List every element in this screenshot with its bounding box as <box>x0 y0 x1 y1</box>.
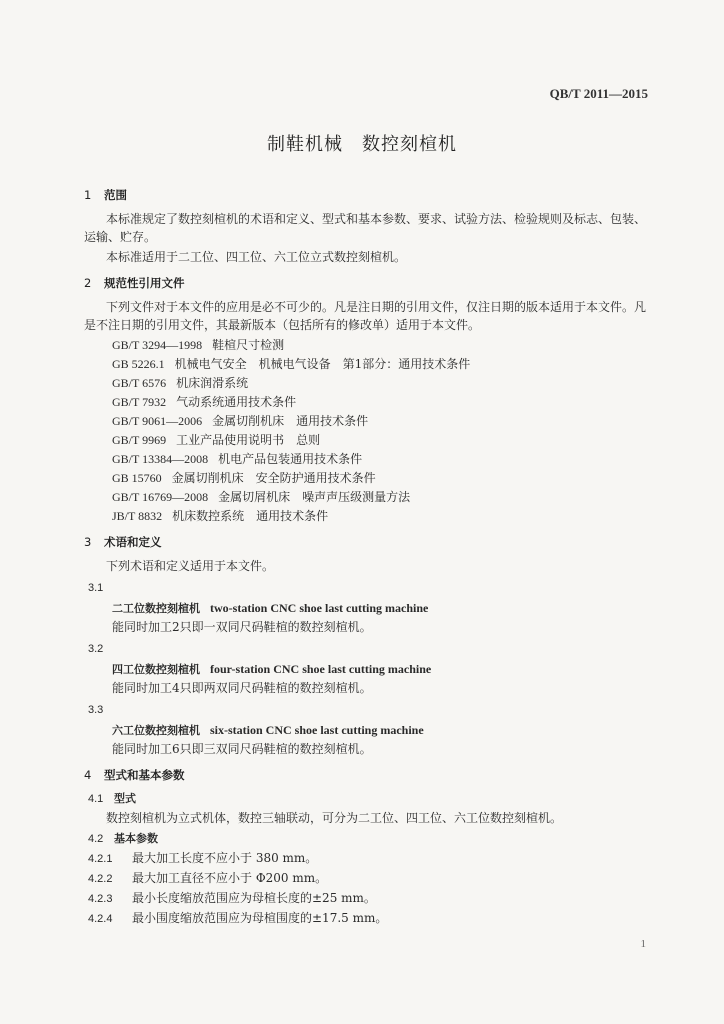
standard-code: QB/T 2011—2015 <box>549 86 648 101</box>
paragraph: 下列文件对于本文件的应用是必不可少的。凡是注日期的引用文件，仅注日期的版本适用于本文件。凡是不注日期的引用文件，其最新版本（包括所有的修改单）适用于本文件。 <box>84 300 647 332</box>
subsection-4-1: 4.1 型式 <box>88 792 136 805</box>
section-heading-2: 2 规范性引用文件 <box>84 276 185 290</box>
term-name: 二工位数控刻楦机 two-station CNC shoe last cutting machine <box>112 601 429 615</box>
reference-item: GB/T 3294—1998 鞋楦尺寸检测 <box>112 338 285 352</box>
reference-item: GB/T 9061—2006 金属切削机床 通用技术条件 <box>112 414 369 428</box>
section-heading-4: 4 型式和基本参数 <box>84 768 185 782</box>
reference-item: GB 5226.1 机械电气安全 机械电气设备 第1部分：通用技术条件 <box>112 357 471 371</box>
paragraph: 下列术语和定义适用于本文件。 <box>106 559 275 573</box>
paragraph: 本标准规定了数控刻楦机的术语和定义、型式和基本参数、要求、试验方法、检验规则及标志、包装、运输、贮存。 <box>84 212 647 244</box>
reference-item: JB/T 8832 机床数控系统 通用技术条件 <box>112 509 329 523</box>
term-name: 六工位数控刻楦机 six-station CNC shoe last cutting machine <box>112 723 424 737</box>
parameter-item: 4.2.2 最大加工直径不应小于 Φ200 mm。 <box>88 871 328 885</box>
parameter-item: 4.2.1 最大加工长度不应小于 380 mm。 <box>88 851 318 865</box>
term-number: 3.2 <box>88 643 104 655</box>
paragraph: 数控刻楦机为立式机体，数控三轴联动，可分为二工位、四工位、六工位数控刻楦机。 <box>106 811 563 825</box>
reference-item: GB/T 13384—2008 机电产品包装通用技术条件 <box>112 452 363 466</box>
reference-item: GB 15760 金属切削机床 安全防护通用技术条件 <box>112 471 376 485</box>
section-heading-3: 3 术语和定义 <box>84 535 162 549</box>
reference-item: GB/T 7932 气动系统通用技术条件 <box>112 395 297 409</box>
term-definition: 能同时加工2只即一双同尺码鞋楦的数控刻楦机。 <box>112 620 372 634</box>
parameter-item: 4.2.3 最小长度缩放范围应为母楦长度的±25 mm。 <box>88 891 376 905</box>
reference-item: GB/T 9969 工业产品使用说明书 总则 <box>112 433 321 447</box>
reference-item: GB/T 6576 机床润滑系统 <box>112 376 249 390</box>
term-definition: 能同时加工6只即三双同尺码鞋楦的数控刻楦机。 <box>112 742 372 756</box>
section-heading-1: 1 范围 <box>84 188 127 202</box>
paragraph: 本标准适用于二工位、四工位、六工位立式数控刻楦机。 <box>106 250 407 264</box>
reference-item: GB/T 16769—2008 金属切屑机床 噪声声压级测量方法 <box>112 490 411 504</box>
term-name: 四工位数控刻楦机 four-station CNC shoe last cutting machine <box>112 662 432 676</box>
document-body <box>84 178 656 929</box>
subsection-4-2: 4.2 基本参数 <box>88 832 158 845</box>
page-number: 1 <box>640 938 646 950</box>
document-title: 制鞋机械 数控刻楦机 <box>267 134 457 155</box>
parameter-item: 4.2.4 最小围度缩放范围应为母楦围度的±17.5 mm。 <box>88 911 388 925</box>
term-number: 3.3 <box>88 704 104 716</box>
term-definition: 能同时加工4只即两双同尺码鞋楦的数控刻楦机。 <box>112 681 372 695</box>
term-number: 3.1 <box>88 582 104 594</box>
